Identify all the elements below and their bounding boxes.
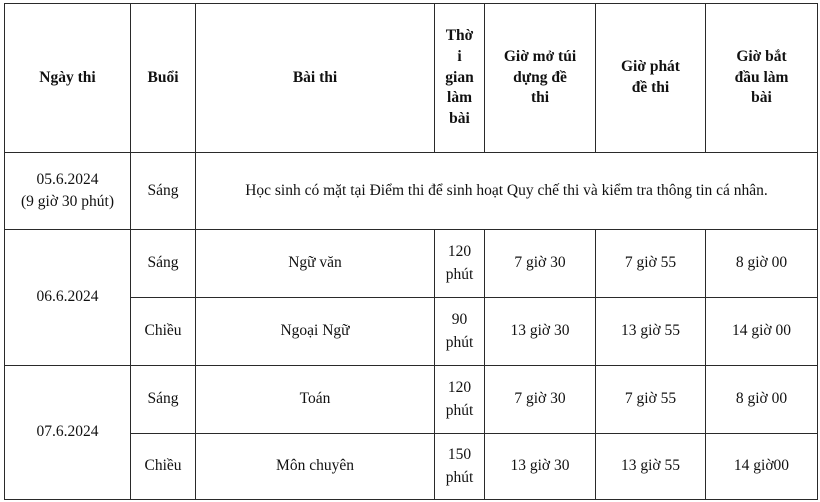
header-open-time: Giờ mở túi dựng đề thi (485, 4, 596, 153)
distribute-time-cell: 7 giờ 55 (596, 230, 706, 298)
header-date: Ngày thi (5, 4, 131, 153)
exam-date-cell: 05.6.2024 (9 giờ 30 phút) (5, 153, 131, 230)
duration-cell: 150 phút (435, 434, 485, 500)
table-row (5, 230, 818, 298)
exam-date-cell: 07.6.2024 (5, 366, 131, 500)
session-cell: Sáng (131, 366, 196, 434)
table-row (5, 153, 818, 230)
exam-date-cell: 06.6.2024 (5, 230, 131, 366)
table-row (5, 366, 818, 434)
session-cell: Sáng (131, 153, 196, 230)
open-time-cell: 7 giờ 30 (485, 366, 596, 434)
duration-cell: 120 phút (435, 230, 485, 298)
open-time-cell: 7 giờ 30 (485, 230, 596, 298)
subject-cell: Ngoại Ngữ (196, 298, 435, 366)
subject-cell: Môn chuyên (196, 434, 435, 500)
start-time-cell: 8 giờ 00 (706, 366, 818, 434)
start-time-cell: 14 giờ 00 (706, 298, 818, 366)
header-session: Buổi (131, 4, 196, 153)
header-distribute-time: Giờ phát đề thi (596, 4, 706, 153)
session-cell: Chiều (131, 434, 196, 500)
start-time-cell: 14 giờ00 (706, 434, 818, 500)
exam-schedule-table (4, 3, 818, 500)
notice-cell: Học sinh có mặt tại Điểm thi để sinh hoạt Quy chế thi và kiểm tra thông tin cá nhân. (196, 153, 818, 230)
start-time-cell: 8 giờ 00 (706, 230, 818, 298)
duration-cell: 120 phút (435, 366, 485, 434)
subject-cell: Ngữ văn (196, 230, 435, 298)
subject-cell: Toán (196, 366, 435, 434)
duration-cell: 90 phút (435, 298, 485, 366)
open-time-cell: 13 giờ 30 (485, 298, 596, 366)
distribute-time-cell: 7 giờ 55 (596, 366, 706, 434)
header-row (5, 4, 818, 153)
header-start-time: Giờ bắt đầu làm bài (706, 4, 818, 153)
open-time-cell: 13 giờ 30 (485, 434, 596, 500)
header-duration: Thờ i gian làm bài (435, 4, 485, 153)
distribute-time-cell: 13 giờ 55 (596, 298, 706, 366)
distribute-time-cell: 13 giờ 55 (596, 434, 706, 500)
session-cell: Chiều (131, 298, 196, 366)
header-subject: Bài thi (196, 4, 435, 153)
session-cell: Sáng (131, 230, 196, 298)
